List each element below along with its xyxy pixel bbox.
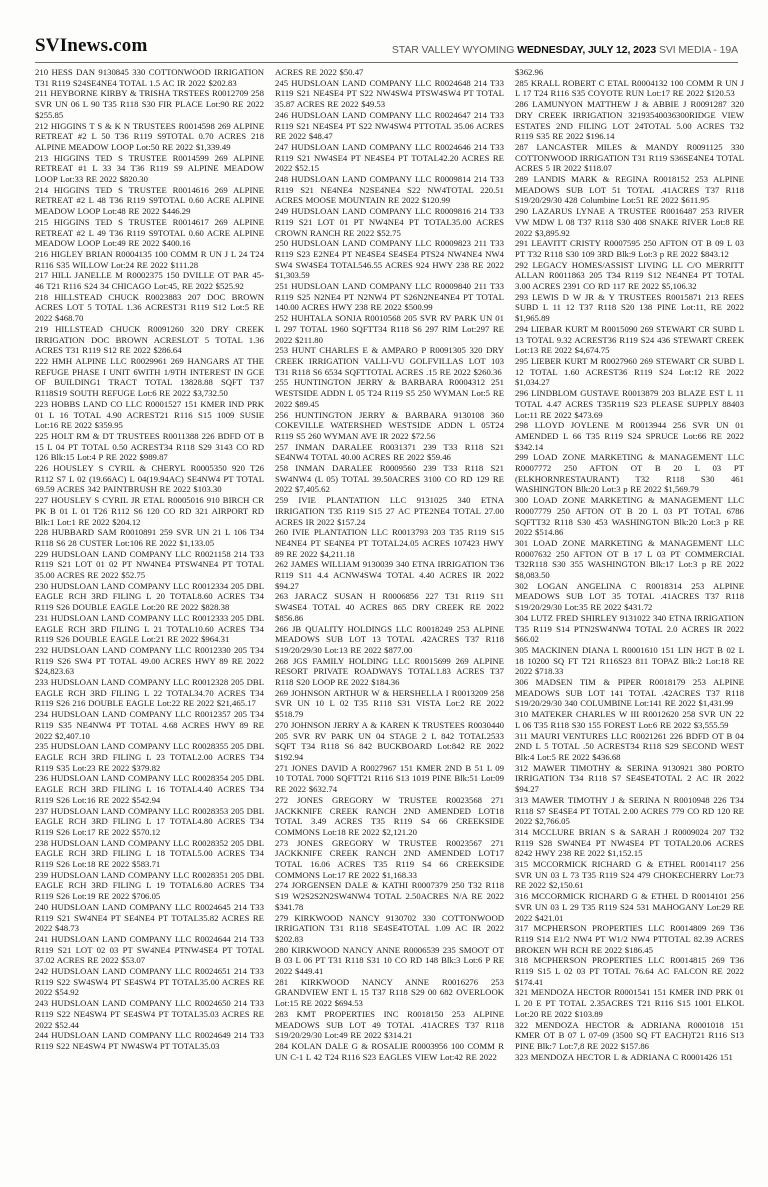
notice-entry: 291 LEAVITT CRISTY R0007595 250 AFTON OT B 09 L 03 PT T32 R118 S30 109 3RD Blk:9 Lot:3 p RE 2022 $843.12 [515,238,744,259]
notice-entry: 283 KMT PROPERTIES INC R0018150 253 ALPINE MEADOWS SUB LOT 49 TOTAL .41ACRES T37 R118 S19/20/29/30 Lot:49 RE 2022 $314.21 [275,1008,504,1041]
notice-entry: 230 HUDSLOAN LAND COMPANY LLC R0012334 205 DBL EAGLE RCH 3RD FILING L 20 TOTAL8.60 ACRES T34 R119 S26 DOUBLE EAGLE Lot:20 RE 2022 $828.38 [35,580,264,613]
notice-entry: 310 MATEKER CHARLES W III R0012620 258 SVR UN 22 L 06 T35 R118 S30 155 FOREST Lot:6 RE 2022 $3,555.59 [515,709,744,730]
notice-entry: 306 MADSEN TIM & PIPER R0018179 253 ALPINE MEADOWS SUB LOT 141 TOTAL .42ACRES T37 R118 S19/20/29/30 340 COLUMBINE Lot:141 RE 2022 $1,431.99 [515,677,744,709]
notice-entry: 215 HIGGINS TED S TRUSTEE R0014617 269 ALPINE RETREAT #2 L 49 T36 R119 S9TOTAL 0.60 ACRE ALPINE MEADOW LOOP Lot:49 RE 2022 $400.16 [35,216,264,249]
notice-entry: 241 HUDSLOAN LAND COMPANY LLC R0024644 214 T33 R119 S21 LOT 02 03 PT SW4NE4 PTNW4SE4 PT TOTAL 37.02 ACRES RE 2022 $53.07 [35,933,264,966]
notice-entry: 232 HUDSLOAN LAND COMPANY LLC R0012330 205 T34 R119 S26 SW4 PT TOTAL 49.00 ACRES HWY 89 RE 2022 $24,823.63 [35,644,264,677]
notice-entry: 237 HUDSLOAN LAND COMPANY LLC R0028353 205 DBL EAGLE RCH 3RD FILING L 17 TOTAL4.80 ACRES T34 R119 S26 Lot:17 RE 2022 $570.12 [35,805,264,837]
notice-entry: 299 LOAD ZONE MARKETING & MANAGEMENT LLC R0007772 250 AFTON OT B 20 L 03 PT (ELKHORNRESTAURANT) T32 R118 S30 461 WASHINGTON Blk:20 Lot:3 p RE 2022 $1,569.79 [515,452,744,495]
notice-entry: 279 KIRKWOOD NANCY 9130702 330 COTTONWOOD IRRIGATION T31 R118 SE4SE4TOTAL 1.09 AC IR 2022 $202.83 [275,912,504,944]
notice-entry: 214 HIGGINS TED S TRUSTEE R0014616 269 ALPINE RETREAT #2 L 48 T36 R119 S9TOTAL 0.60 ACRE ALPINE MEADOW LOOP Lot:48 RE 2022 $446.29 [35,184,264,217]
notice-entry: 250 HUDSLOAN LAND COMPANY LLC R0009823 211 T33 R119 S23 E2NE4 PT NE4SE4 SE4SE4 PTS24 NW4NE4 NW4 SW4 SW4SE4 TOTAL546.55 ACRES 924 HWY 238 RE 2022 $1,303.59 [275,238,504,281]
notice-entry: 300 LOAD ZONE MARKETING & MANAGEMENT LLC R0007779 250 AFTON OT B 20 L 03 PT TOTAL 6786 SQFTT32 R118 S30 453 WASHINGTON Blk:20 Lot:3 p RE 2022 $514.86 [515,495,744,538]
notice-entry: 311 MAURI VENTURES LLC R0021261 226 BDFD OT B 04 2ND L 5 TOTAL .50 ACREST34 R118 S29 SECOND WEST Blk:4 Lot:5 RE 2022 $436.68 [515,730,744,762]
notice-entry: 260 IVIE PLANTATION LLC R0013793 203 T35 R119 S15 NE4NE4 PT SE4NE4 PT TOTAL24.05 ACRES 107423 HWY 89 RE 2022 $4,211.18 [275,527,504,559]
notice-entry: 259 IVIE PLANTATION LLC 9131025 340 ETNA IRRIGATION T35 R119 S15 27 AC PTE2NE4 TOTAL 27.00 ACRES IR 2022 $157.24 [275,495,504,527]
notice-entry: 285 KRALL ROBERT C ETAL R0004132 100 COMM R UN J L 17 T24 R116 S35 COYOTE RUN Lot:17 RE 2022 $120.53 [515,77,744,99]
notice-entry: 292 LEGACY HOMES/ASSIST LIVING LL C/O MERRITT ALLAN R0011863 205 T34 R119 S12 NE4NE4 PT TOTAL 3.00 ACRES 2391 CO RD 117 RE 2022 $5,106.32 [515,259,744,292]
notice-entry: 301 LOAD ZONE MARKETING & MANAGEMENT LLC R0007632 250 AFTON OT B 17 L 03 PT COMMERCIAL T32R118 S30 355 WASHINGTON Blk:17 Lot:3 p RE 2022 $8,083.50 [515,537,744,581]
notice-entry: 222 HMH ALPINE LLC R0029961 269 HANGARS AT THE REFUGE PHASE I UNIT 6WITH 1/9TH INTEREST IN GCE OF BUILDING1 TRACT TOTAL 13828.88 SQFT T37 R118S19 SOUTH REFUGE Lot:6 RE 2022 $3,732.50 [35,355,264,399]
notice-entry: 323 MENDOZA HECTOR L & ADRIANA C R0001426 151 [515,1051,733,1062]
legal-notices-column-1 [35,67,264,1162]
notice-entry: 236 HUDSLOAN LAND COMPANY LLC R0028354 205 DBL EAGLE RCH 3RD FILING L 16 TOTAL4.40 ACRES T34 R119 S26 Lot:16 RE 2022 $542.94 [35,773,264,805]
notice-entry: 211 HEYBORNE KIRBY & TRISHA TRSTEES R0012709 258 SVR UN 06 L 90 T35 R118 S30 FIR PLACE Lot:90 RE 2022 $255.85 [35,88,264,120]
notice-entry: 223 HOBBS LAND CO LLC R0001527 151 KMER IND PRK 01 L 16 TOTAL 4.90 ACREST21 R116 S15 1009 SUSIE Lot:16 RE 2022 $359.95 [35,398,264,431]
issue-line [392,45,738,56]
notice-entry: 296 LINDBLOM GUSTAVE R0013879 203 BLAZE EST L 11 TOTAL 4.47 ACRES T35R119 S23 PLEASE SUPPLY 88403 Lot:11 RE 2022 $473.69 [515,388,744,420]
notice-entry: 249 HUDSLOAN LAND COMPANY LLC R0009816 214 T33 R119 S21 LOT 01 PT NW4NE4 PT TOTAL35.00 ACRES CROWN RANCH RE 2022 $52.75 [275,206,504,238]
notice-entry: 298 LLOYD JOYLENE M R0013944 256 SVR UN 01 AMENDED L 66 T35 R119 S24 SPRUCE Lot:66 RE 2022 $342.14 [515,420,744,452]
notice-entry: 228 HUBBARD SAM R0010891 259 SVR UN 21 L 106 T34 R118 S6 28 CUSTER Lot:106 RE 2022 $1,133.05 [35,527,264,548]
notice-entry: 302 LOGAN ANGELINA C R0018314 253 ALPINE MEADOWS SUB LOT 35 TOTAL .41ACRES T37 R118 S19/20/29/30 Lot:35 RE 2022 $431.72 [515,580,744,613]
notice-entry: 315 MCCORMICK RICHARD G & ETHEL R0014117 256 SVR UN 03 L 73 T35 R119 S24 479 CHOKECHERRY Lot:73 RE 2022 $2,150.61 [515,859,744,891]
notice-entry: 293 LEWIS D W JR & Y TRUSTEES R0015871 213 REES SUBD L 11 12 T37 R118 S20 138 PINE Lot:11, RE 2022 $1,965.89 [515,291,744,324]
notice-entry: 243 HUDSLOAN LAND COMPANY LLC R0024650 214 T33 R119 S22 NE4SW4 PT SE4SW4 PT TOTAL35.03 ACRES RE 2022 $52.44 [35,998,264,1030]
notice-entry: 286 LAMUNYON MATTHEW J & ABBIE J R0091287 320 DRY CREEK IRRIGATION 32193540036300RIDGE VIEW ESTATES 2ND FILING LOT 24TOTAL 5.00 ACRES T32 R119 S35 RE 2022 $196.14 [515,99,744,142]
notice-entry: 251 HUDSLOAN LAND COMPANY LLC R0009840 211 T33 R119 S25 N2NE4 PT N2NW4 PT S26N2NE4NE4 PT TOTAL 140.00 ACRES HWY 238 RE 2022 $500.99 [275,281,504,313]
notice-entry: 256 HUNTINGTON JERRY & BARBARA 9130108 360 COKEVILLE WATERSHED WESTSIDE ADDN L 05T24 R119 S5 260 WYMAN AVE IR 2022 $72.56 [275,409,504,441]
legal-notices-column-2 [275,67,504,1162]
notice-entry: 322 MENDOZA HECTOR & ADRIANA R0001018 151 KMER OT B 07 L 07-09 (3500 SQ FT EACH)T21 R116 S13 PINE Blk:7 Lot:7,8 RE 2022 $157.86 [515,1019,744,1051]
notice-entry: 231 HUDSLOAN LAND COMPANY LLC R0012333 205 DBL EAGLE RCH 3RD FILING L 21 TOTAL10.60 ACRES T34 R119 S26 DOUBLE EAGLE Lot:21 RE 2022 $964.31 [35,612,264,645]
notice-entry: 271 JONES DAVID A R0027967 151 KMER 2ND B 51 L 09 10 TOTAL 7000 SQFTT21 R116 S13 1019 PINE Blk:51 Lot:09 RE 2022 $632.74 [275,762,504,795]
notice-entry: 226 HOUSLEY S CYRIL & CHERYL R0005350 920 T26 R112 S7 L 02 (19.66AC) L 04(19.94AC) SE4NW4 PT TOTAL 69.59 ACRES 342 PAINTBRUSH RE 2022 $103.30 [35,463,264,495]
notice-entry: 216 HIGLEY BRIAN R0004135 100 COMM R UN J L 24 T24 R116 S35 WILLOW Lot:24 RE 2022 $111.28 [35,248,264,270]
notice-entry: 305 MACKINEN DIANA L R0001610 151 LIN HGT B 02 L 18 10200 SQ FT T21 R116S23 811 TOPAZ Blk:2 Lot:18 RE 2022 $718.33 [515,644,744,677]
notice-entry: 210 HESS DAN 9130845 330 COTTONWOOD IRRIGATION T31 R119 S24SE4NE4 TOTAL 1.5 AC IR 2022 $202.83 [35,67,264,88]
notice-entry: 246 HUDSLOAN LAND COMPANY LLC R0024647 214 T33 R119 S21 NE4SE4 PT S22 NW4SW4 PTTOTAL 35.06 ACRES RE 2022 $48.47 [275,109,504,142]
notice-entry: 213 HIGGINS TED S TRUSTEE R0014599 269 ALPINE RETREAT #1 L 33 34 T36 R119 S9 ALPINE MEADOW LOOP Lot:33 RE 2022 $820.30 [35,152,264,185]
notice-entry: 248 HUDSLOAN LAND COMPANY LLC R0009814 214 T33 R119 S21 NE4NE4 N2SE4NE4 S22 NW4TOTAL 220.51 ACRES MOOSE MOUNTAIN RE 2022 $120.99 [275,174,504,206]
notice-entry: 242 HUDSLOAN LAND COMPANY LLC R0024651 214 T33 R119 S22 SW4SW4 PT SE4SW4 PT TOTAL35.00 ACRES RE 2022 $54.92 [35,966,264,998]
notice-entry: 262 JAMES WILLIAM 9130039 340 ETNA IRRIGATION T36 R119 S11 4.4 ACNW4SW4 TOTAL 4.40 ACRES IR 2022 $94.27 [275,559,504,591]
legal-notices-column-3 [515,67,744,1162]
notice-entry: ACRES RE 2022 $50.47 [275,67,364,77]
notice-entry: 238 HUDSLOAN LAND COMPANY LLC R0028352 205 DBL EAGLE RCH 3RD FILING L 18 TOTAL5.00 ACRES T34 R119 S26 Lot:18 RE 2022 $583.71 [35,837,264,870]
notice-entry: 218 HILLSTEAD CHUCK R0023883 207 DOC BROWN ACRES LOT 5 TOTAL 1.36 ACREST31 R119 S12 Lot:5 RE 2022 $468.70 [35,291,264,324]
notice-entry: 255 HUNTINGTON JERRY & BARBARA R0004312 251 WESTSIDE ADDN L 05 T24 R119 S5 250 WYMAN Lot:5 RE 2022 $89.45 [275,377,504,409]
notice-entry: 273 JONES GREGORY W TRUSTEE R0023567 271 JACKKNIFE CREEK RANCH 2ND AMENDED LOT17 TOTAL 16.06 ACRES T35 R119 S4 66 CREEKSIDE COMMONS Lot:17 RE 2022 $1,168.33 [275,837,504,880]
notice-entry: 280 KIRKWOOD NANCY ANNE R0006539 235 SMOOT OT B 03 L 06 PT T31 R118 S31 10 CO RD 148 Blk:3 Lot:6 P RE 2022 $449.41 [275,944,504,977]
notice-entry: 281 KIRKWOOD NANCY ANNE R0016276 253 GRANDVIEW ENT L 15 T37 R118 S29 00 682 OVERLOOK Lot:15 RE 2022 $694.53 [275,976,504,1009]
notice-entry: 225 HOLT RM & DT TRUSTEES R0011388 226 BDFD OT B 15 L 04 PT TOTAL 0.50 ACREST34 R118 S29 3143 CO RD 126 Blk:15 Lot:4 P RE 2022 $989.87 [35,430,264,463]
notice-entry: 252 HUHTALA SONJA R0010568 205 SVR RV PARK UN 01 L 297 TOTAL 1960 SQFTT34 R118 S6 297 RIM Lot:297 RE 2022 $211.80 [275,313,504,345]
notice-entry: 235 HUDSLOAN LAND COMPANY LLC R0028355 205 DBL EAGLE RCH 3RD FILING L 23 TOTAL2.00 ACRES T34 R119 S35 Lot:23 RE 2022 $379.82 [35,741,264,773]
notice-entry: 229 HUDSLOAN LAND COMPANY LLC R0021158 214 T33 R119 S21 LOT 01 02 PT NW4NE4 PTSW4NE4 PT TOTAL 35.00 ACRES RE 2022 $52.75 [35,548,264,581]
notice-entry: 294 LIEBAR KURT M R0015090 269 STEWART CR SUBD L 13 TOTAL 9.32 ACREST36 R119 S24 436 STEWART CREEK Lot:13 RE 2022 $4,674.75 [515,323,744,356]
notice-entry: 266 JB QUALITY HOLDINGS LLC R0018249 253 ALPINE MEADOWS SUB LOT 13 TOTAL .42ACRES T37 R118 S19/20/29/30 Lot:13 RE 2022 $877.00 [275,623,504,655]
notice-entry: 240 HUDSLOAN LAND COMPANY LLC R0024645 214 T33 R119 S21 SW4NE4 PT SE4NE4 PT TOTAL35.82 ACRES RE 2022 $48.73 [35,901,264,934]
notice-entry: 245 HUDSLOAN LAND COMPANY LLC R0024648 214 T33 R119 S21 NE4SE4 PT S22 NW4SW4 PTSW4SW4 PT TOTAL 35.87 ACRES RE 2022 $49.53 [275,77,504,110]
legal-notices-body [35,67,742,1162]
notice-entry: 258 INMAN DARALEE R0009560 239 T33 R118 S21 SW4NW4 (L 05) TOTAL 39.50ACRES 3100 CO RD 129 RE 2022 $7,405.62 [275,463,504,495]
notice-entry: 313 MAWER TIMOTHY J & SERINA N R0010948 226 T34 R118 S7 SE4SE4 PT TOTAL 2.00 ACRES 779 CO RD 120 RE 2022 $2,766.05 [515,794,744,827]
issue-location: STAR VALLEY WYOMING [391,43,518,56]
notice-entry: 212 HIGGINS T S & K N TRUSTEES R0014598 269 ALPINE RETREAT #2 L 50 T36 R119 S9TOTAL 0.70 ACRES 218 ALPINE MEADOW LOOP Lot:50 RE 2022 $1,339.49 [35,120,264,152]
notice-entry: 289 LANDIS MARK & REGINA R0018152 253 ALPINE MEADOWS SUB LOT 51 TOTAL .41ACRES T37 R118 S19/20/29/30 428 Columbine Lot:51 RE 2022 $611.95 [515,174,744,206]
notice-entry: 272 JONES GREGORY W TRUSTEE R0023568 271 JACKKNIFE CREEK RANCH 2ND AMENDED LOT18 TOTAL 3.49 ACRES T35 R119 S4 66 CREEKSIDE COMMONS Lot:18 RE 2022 $2,121.20 [275,794,504,837]
notice-entry: $362.96 [515,67,544,77]
issue-date: WEDNESDAY, JULY 12, 2023 [517,43,657,56]
notice-entry: 318 MCPHERSON PROPERTIES LLC R0014815 269 T36 R119 S15 L 02 03 PT TOTAL 76.64 AC FALCON RE 2022 $174.41 [515,955,744,987]
notice-entry: 257 INMAN DARALEE R0031371 239 T33 R118 S21 SE4NW4 TOTAL 40.00 ACRES RE 2022 $59.46 [275,441,504,463]
notice-entry: 233 HUDSLOAN LAND COMPANY LLC R0012328 205 DBL EAGLE RCH 3RD FILING L 22 TOTAL34.70 ACRES T34 R119 S26 216 DOUBLE EAGLE Lot:22 RE 2022 $21,465.17 [35,677,264,709]
notice-entry: 239 HUDSLOAN LAND COMPANY LLC R0028351 205 DBL EAGLE RCH 3RD FILING L 19 TOTAL6.80 ACRES T34 R119 S26 Lot:19 RE 2022 $706.05 [35,869,264,902]
notice-entry: 321 MENDOZA HECTOR R0001541 151 KMER IND PRK 01 L 20 E PT TOTAL 2.35ACRES T21 R116 S15 1001 ELKOL Lot:20 RE 2022 $103.89 [515,987,744,1019]
notice-entry: 268 JGS FAMILY HOLDING LLC R0015699 269 ALPINE RESORT PRIVATE ROADWAYS TOTAL1.83 ACRES T37 R118 S20 LOOP RE 2022 $184.36 [275,655,504,688]
notice-entry: 314 MCCLURE BRIAN S & SARAH J R0009024 207 T32 R119 S28 SW4NE4 PT NW4SE4 PT TOTAL20.06 ACRES 8242 HWY 238 RE 2022 $1,152.15 [515,826,744,859]
page-header [35,0,738,63]
notice-entry: 253 HUNT CHARLES E & AMPARO P R0091305 320 DRY CREEK IRRIGATION VALLI-VU GOLFVILLAS LOT 103 T31 R118 S6 6534 SQFTTOTAL ACRES .15 RE 2022 $260.36 [275,345,504,377]
notice-entry: 274 JORGENSEN DALE & KATHI R0007379 250 T32 R118 S19 W2S2S2N2SW4NW4 TOTAL 2.50ACRES N/A RE 2022 $341.78 [275,880,504,912]
issue-edition: SVI MEDIA - 19A [656,43,738,56]
notice-entry: 287 LANCASTER MILES & MANDY R0091125 330 COTTONWOOD IRRIGATION T31 R119 S36SE4NE4 TOTAL ACRES 5 IR 2022 $118.07 [515,141,744,174]
notice-entry: 284 KOLAN DALE G & ROSALIE R0003956 100 COMM R UN C-1 L 42 T24 R116 S23 EAGLES VIEW Lot:42 RE 2022 [275,1040,504,1062]
notice-entry: 316 MCCORMICK RICHARD G & ETHEL D R0014101 256 SVR UN 03 L 29 T35 R119 S24 531 MAHOGANY Lot:29 RE 2022 $421.01 [515,891,744,923]
notice-entry: 227 HOUSLEY S CYRIL JR ETAL R0005016 910 BIRCH CR PK B 01 L 01 T26 R112 S6 120 CO RD 321 AIRPORT RD Blk:1 Lot:1 RE 2022 $204.12 [35,495,264,527]
notice-entry: 270 JOHNSON JERRY A & KAREN K TRUSTEES R0030440 205 SVR RV PARK UN 04 STAGE 2 L 842 TOTAL2533 SQFT T34 R118 S6 842 BUCKBOARD Lot:842 RE 2022 $192.94 [275,719,504,762]
notice-entry: 247 HUDSLOAN LAND COMPANY LLC R0024646 214 T33 R119 S21 NW4SE4 PT NE4SE4 PT TOTAL42.20 ACRES RE 2022 $52.15 [275,141,504,174]
masthead-title: SVInews.com [35,35,148,56]
notice-entry: 244 HUDSLOAN LAND COMPANY LLC R0024649 214 T33 R119 S22 NE4SW4 PT NW4SW4 PT TOTAL35.03 [35,1030,264,1051]
notice-entry: 217 HILL JANELLE M R0002375 150 DVILLE OT PAR 45-46 T21 R116 S24 34 CHICAGO Lot:45, RE 2022 $525.92 [35,270,264,292]
notice-entry: 295 LIEBER KURT M R0027960 269 STEWART CR SUBD L 12 TOTAL 1.60 ACREST36 R119 S24 Lot:12 RE 2022 $1,034.27 [515,355,744,388]
notice-entry: 234 HUDSLOAN LAND COMPANY LLC R0012357 205 T34 R119 S35 NE4NW4 PT TOTAL 4.68 ACRES HWY 89 RE 2022 $2,407.10 [35,709,264,741]
notice-entry: 263 JARACZ SUSAN H R0006856 227 T31 R119 S11 SW4SE4 TOTAL 40 ACRES 865 DRY CREEK RE 2022 $856.86 [275,591,504,623]
notice-entry: 304 LUTZ FRED SHIRLEY 9131022 340 ETNA IRRIGATION T35 R119 S14 PTN2SW4NW4 TOTAL 2.0 ACRES IR 2022 $66.02 [515,612,744,645]
notice-entry: 269 JOHNSON ARTHUR W & HERSHELLA I R0013209 258 SVR UN 10 L 02 T35 R118 S31 VISTA Lot:2 RE 2022 $518.79 [275,687,504,720]
notice-entry: 290 LAZARUS LYNAE A TRUSTEE R0016487 253 RIVER VW MDW L 08 T37 R118 S30 408 SNAKE RIVER Lot:8 RE 2022 $3,895.92 [515,206,744,238]
notice-entry: 219 HILLSTEAD CHUCK R0091260 320 DRY CREEK IRRIGATION DOC BROWN ACRESLOT 5 TOTAL 1.36 ACRES T31 R119 S12 RE 2022 $286.64 [35,323,264,356]
notice-entry: 312 MAWER TIMOTHY & SERINA 9130921 380 PORTO IRRIGATION T34 R118 S7 SE4SE4TOTAL 2 AC IR 2022 $94.27 [515,762,744,795]
notice-entry: 317 MCPHERSON PROPERTIES LLC R0014809 269 T36 R119 S14 E1/2 NW4 PT W1/2 NW4 PTTOTAL 82.39 ACRES BROKEN WH RCH RE 2022 $186.45 [515,923,744,955]
